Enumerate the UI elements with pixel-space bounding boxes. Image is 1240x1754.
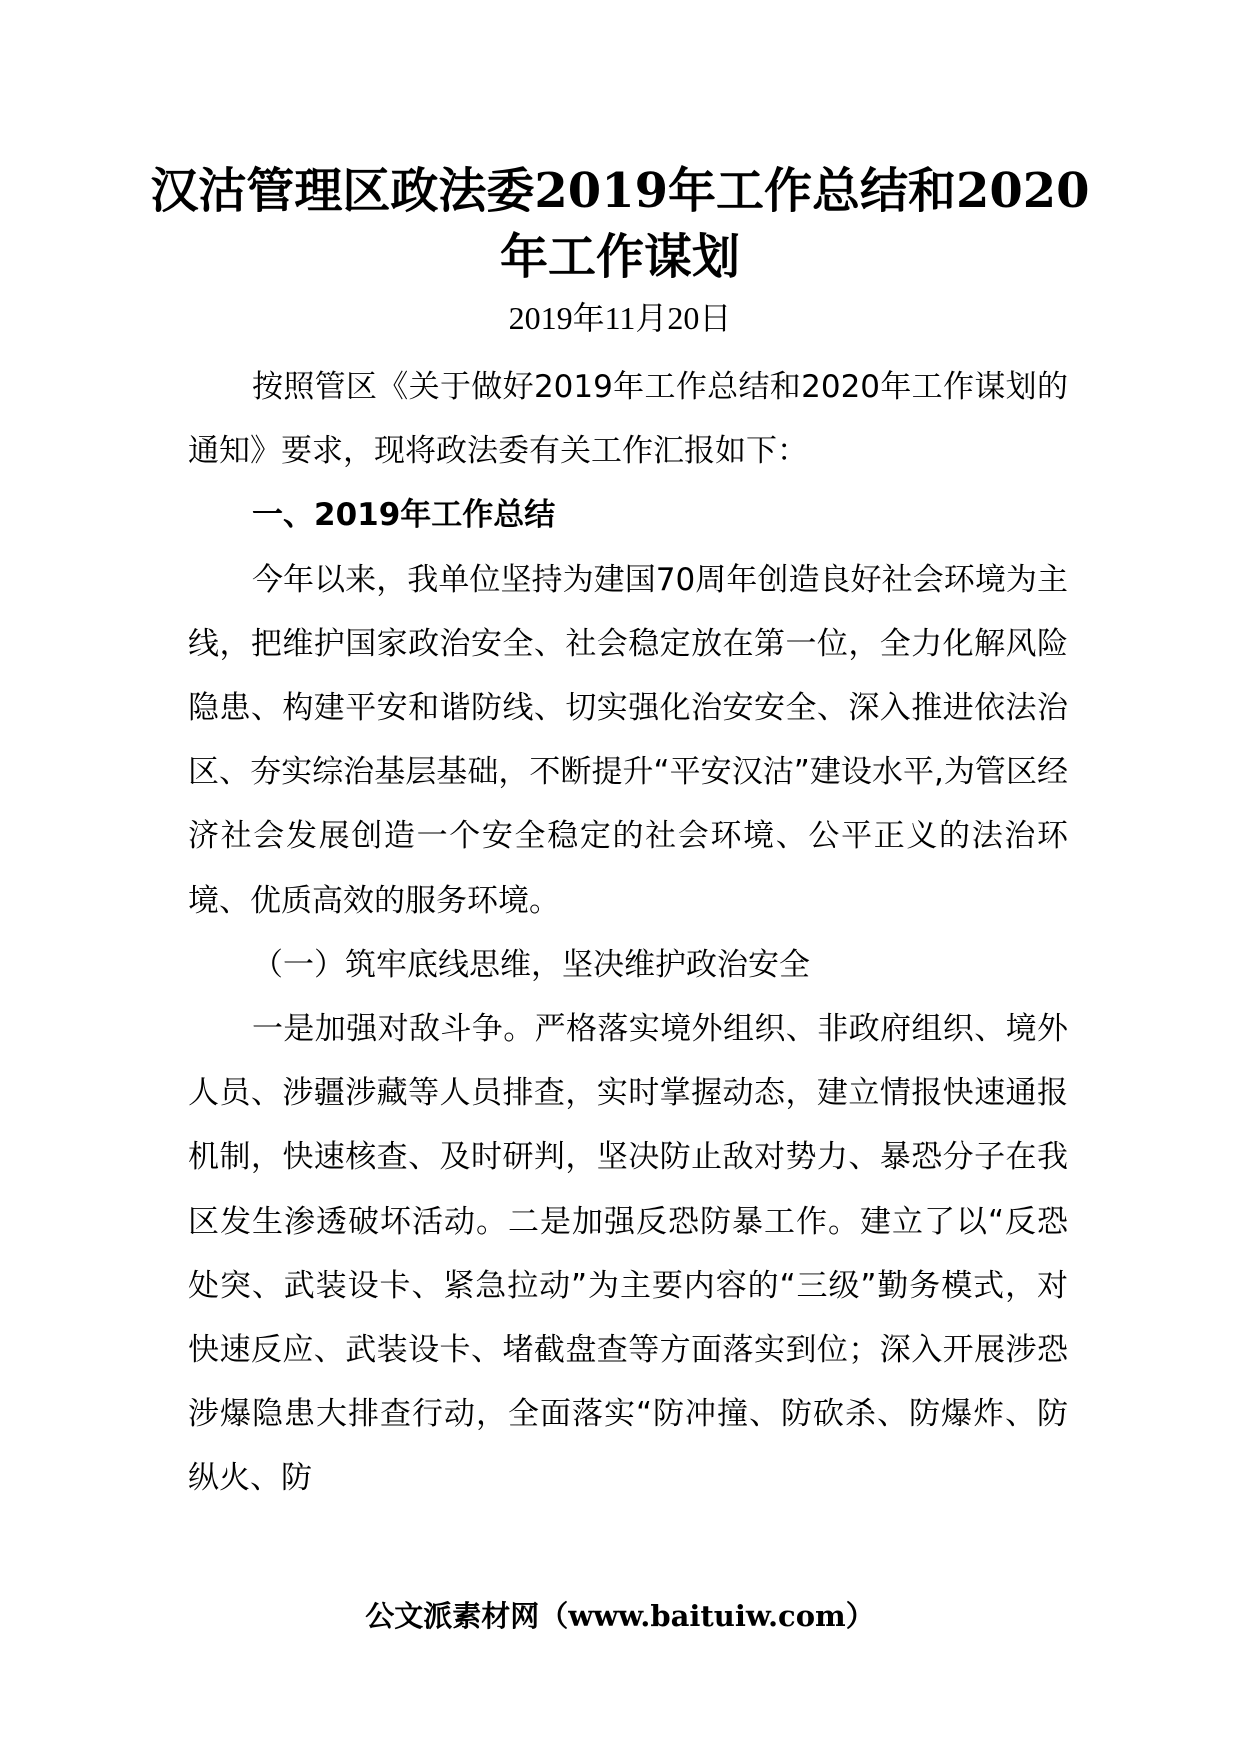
intro-paragraph: 按照管区《关于做好2019年工作总结和2020年工作谋划的通知》要求，现将政法委有关工作汇报如下： (188, 369, 1068, 470)
document-body (188, 355, 1068, 1511)
section-paragraph: 今年以来，我单位坚持为建国70周年创造良好社会环境为主线，把维护国家政治安全、社会稳定放在第一位，全力化解风险隐患、构建平安和谐防线、切实强化治安安全、深入推进依法治区、夯实综治基层基础，不断提升“平安汉沽”建设水平,为管区经济社会发展创造一个安全稳定的社会环境、公平正义的法治环境、优质高效的服务环境。 (188, 561, 1068, 919)
document-date: 2019年11月20日 (508, 300, 732, 336)
section-heading: 一、2019年工作总结 (252, 497, 556, 534)
subsection-paragraph: 一是加强对敌斗争。严格落实境外组织、非政府组织、境外人员、涉疆涉藏等人员排查，实时掌握动态，建立情报快速通报机制，快速核查、及时研判，坚决防止敌对势力、暴恐分子在我区发生渗透破坏活动。二是加强反恐防暴工作。建立了以“反恐处突、武装设卡、紧急拉动”为主要内容的“三级”勤务模式，对快速反应、武装设卡、堵截盘查等方面落实到位；深入开展涉恐涉爆隐患大排查行动，全面落实“防冲撞、防砍杀、防爆炸、防纵火、防 (188, 1011, 1068, 1497)
page-footer-watermark: 公文派素材网（www.baituiw.com） (365, 1599, 875, 1633)
document-title: 汉沽管理区政法委2019年工作总结和2020年工作谋划 (150, 163, 1090, 285)
subsection-heading: （一）筑牢底线思维，坚决维护政治安全 (252, 946, 810, 983)
